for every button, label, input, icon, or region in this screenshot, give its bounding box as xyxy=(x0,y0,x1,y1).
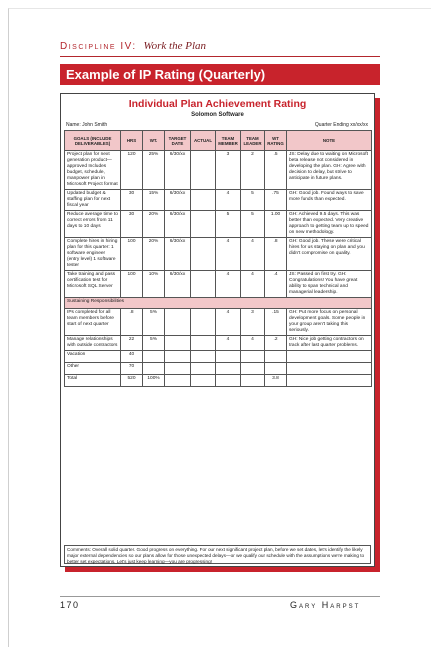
total-row xyxy=(65,375,372,387)
example-banner: Example of IP Rating (Quarterly) xyxy=(60,64,380,85)
table-row xyxy=(65,336,372,351)
hrs-cell: 40 xyxy=(121,351,143,363)
column-header: ACTUAL xyxy=(191,131,216,151)
weight-cell: 15% xyxy=(143,190,165,211)
section-row xyxy=(65,298,372,309)
target-date-cell: 6/30/xx xyxy=(165,190,191,211)
weight-cell: 5% xyxy=(143,309,165,336)
hrs-cell: 70 xyxy=(121,363,143,375)
hrs-cell: 520 xyxy=(121,375,143,387)
team-member-cell xyxy=(216,351,241,363)
table-row xyxy=(65,351,372,363)
column-header: TEAM MEMBER xyxy=(216,131,241,151)
actual-cell xyxy=(191,151,216,190)
goal-cell: Updated budget & staffing plan for next fiscal year xyxy=(65,190,121,211)
team-leader-cell: 4 xyxy=(241,238,265,271)
note-cell: GH: Good job. These were critical hires for us staying on plan and you didn't compromise on quality. xyxy=(287,238,372,271)
actual-cell xyxy=(191,309,216,336)
team-leader-cell: 3 xyxy=(241,309,265,336)
actual-cell xyxy=(191,351,216,363)
weight-cell xyxy=(143,351,165,363)
team-leader-cell: 4 xyxy=(241,271,265,298)
target-date-cell xyxy=(165,363,191,375)
hrs-cell: 30 xyxy=(121,211,143,238)
hrs-cell: .8 xyxy=(121,309,143,336)
note-cell: GH: Put more focus on personal development goals. Some people in your group aren't taking this seriously. xyxy=(287,309,372,336)
weighted-rating-cell: .4 xyxy=(265,271,287,298)
goal-cell: Other xyxy=(65,363,121,375)
weight-cell: 20% xyxy=(143,238,165,271)
hrs-cell: 100 xyxy=(121,271,143,298)
note-cell xyxy=(287,351,372,363)
running-header xyxy=(60,40,206,52)
team-leader-cell xyxy=(241,363,265,375)
note-cell: GH: Nice job getting contractors on track after last quarter problems. xyxy=(287,336,372,351)
page-number: 170 xyxy=(60,600,80,610)
quarter-ending: Quarter Ending xx/xx/xx xyxy=(314,122,368,128)
hrs-cell: 120 xyxy=(121,151,143,190)
team-member-cell: 5 xyxy=(216,211,241,238)
goal-cell: Manage relationships with outside contractors xyxy=(65,336,121,351)
weighted-rating-cell: 1.00 xyxy=(265,211,287,238)
note-cell xyxy=(287,363,372,375)
team-leader-cell: 4 xyxy=(241,336,265,351)
target-date-cell xyxy=(165,375,191,387)
actual-cell xyxy=(191,238,216,271)
header-rule xyxy=(60,56,380,57)
table-row xyxy=(65,271,372,298)
actual-cell xyxy=(191,190,216,211)
team-member-cell: 4 xyxy=(216,271,241,298)
team-leader-cell xyxy=(241,351,265,363)
weight-cell: 25% xyxy=(143,151,165,190)
hrs-cell: 22 xyxy=(121,336,143,351)
table-row xyxy=(65,363,372,375)
actual-cell xyxy=(191,363,216,375)
team-leader-cell: 5 xyxy=(241,211,265,238)
section-label: Work the Plan xyxy=(143,40,207,52)
goal-cell: IPs completed for all team members before start of next quarter xyxy=(65,309,121,336)
target-date-cell: 6/30/xx xyxy=(165,271,191,298)
weight-cell: 100% xyxy=(143,375,165,387)
company-name: Solomon Software xyxy=(191,112,244,118)
target-date-cell xyxy=(165,309,191,336)
comments-box: Comments: Overall solid quarter. Good progress on everything. For our next significant project plan, before we set dates, let's identify the likely major external dependencies so our plans allow for those unexpected delays—or we qualify our schedule with the assumptions we're making to better set expectations. Let's just keep learning—you are progressing! xyxy=(64,545,371,564)
column-header: NOTE xyxy=(287,131,372,151)
weight-cell: 10% xyxy=(143,271,165,298)
actual-cell xyxy=(191,375,216,387)
weight-cell xyxy=(143,363,165,375)
weighted-rating-cell xyxy=(265,351,287,363)
rating-form-wrapper xyxy=(60,93,375,571)
goal-cell: Total xyxy=(65,375,121,387)
column-header: HRS xyxy=(121,131,143,151)
weighted-rating-cell: 3.8 xyxy=(265,375,287,387)
table-row xyxy=(65,211,372,238)
goal-cell: Project plan for next generation product—approved Includes budget, schedule, manpower plan in Microsoft Project format xyxy=(65,151,121,190)
table-row xyxy=(65,238,372,271)
weighted-rating-cell: .15 xyxy=(265,309,287,336)
discipline-label: Discipline IV: xyxy=(60,41,137,52)
note-cell: GH: Achieved 9.5 days. This was better than expected. Very creative approach to getting team up to speed on new methodology. xyxy=(287,211,372,238)
goal-cell: Vacation xyxy=(65,351,121,363)
team-leader-cell: 2 xyxy=(241,151,265,190)
table-row xyxy=(65,309,372,336)
actual-cell xyxy=(191,271,216,298)
table-header-row xyxy=(65,131,372,151)
team-member-cell xyxy=(216,375,241,387)
note-cell xyxy=(287,375,372,387)
column-header: TARGET DATE xyxy=(165,131,191,151)
actual-cell xyxy=(191,211,216,238)
hrs-cell: 100 xyxy=(121,238,143,271)
note-cell: GH: Good job. Found ways to save more funds than expected. xyxy=(287,190,372,211)
team-member-cell xyxy=(216,363,241,375)
column-header: WT. xyxy=(143,131,165,151)
team-leader-cell: 5 xyxy=(241,190,265,211)
column-header: TEAM LEADER xyxy=(241,131,265,151)
author-name: Gary Harpst xyxy=(290,600,361,610)
employee-name: Name: John Smith xyxy=(66,122,108,128)
section-label: Sustaining Responsibilities xyxy=(65,298,372,309)
column-header: GOALS (INCLUDE DELIVERABLES) xyxy=(65,131,121,151)
target-date-cell xyxy=(165,351,191,363)
target-date-cell: 6/30/xx xyxy=(165,211,191,238)
weighted-rating-cell: .8 xyxy=(265,238,287,271)
table-row xyxy=(65,151,372,190)
target-date-cell: 6/30/xx xyxy=(165,151,191,190)
column-header: WT RATING xyxy=(265,131,287,151)
team-member-cell: 4 xyxy=(216,238,241,271)
goal-cell: Take training and pass certification test for Microsoft SQL Server xyxy=(65,271,121,298)
hrs-cell: 30 xyxy=(121,190,143,211)
rating-table xyxy=(64,130,372,387)
rating-form xyxy=(60,93,375,567)
footer-rule xyxy=(60,596,380,597)
goal-cell: Complete hires in hiring plan for this quarter: 1 software engineer (entry level) 1 software tester xyxy=(65,238,121,271)
form-title: Individual Plan Achievement Rating xyxy=(128,98,307,110)
team-member-cell: 4 xyxy=(216,190,241,211)
actual-cell xyxy=(191,336,216,351)
weight-cell: 20% xyxy=(143,211,165,238)
note-cell: JS: Passed on first try. GH: Congratulations! You have great ability to span technical and managerial leadership. xyxy=(287,271,372,298)
weighted-rating-cell xyxy=(265,363,287,375)
goal-cell: Reduce average time to correct errors from 11 days to 10 days xyxy=(65,211,121,238)
team-member-cell: 3 xyxy=(216,151,241,190)
table-row xyxy=(65,190,372,211)
team-member-cell: 4 xyxy=(216,309,241,336)
target-date-cell: 6/30/xx xyxy=(165,238,191,271)
weighted-rating-cell: .75 xyxy=(265,190,287,211)
weight-cell: 5% xyxy=(143,336,165,351)
weighted-rating-cell: .5 xyxy=(265,151,287,190)
note-cell: JS: Delay due to waiting on Microsoft beta release not considered in developing the plan. GH: Agree with decision to delay, but strive to anticipate in future plans. xyxy=(287,151,372,190)
team-member-cell: 4 xyxy=(216,336,241,351)
target-date-cell xyxy=(165,336,191,351)
weighted-rating-cell: .2 xyxy=(265,336,287,351)
team-leader-cell xyxy=(241,375,265,387)
